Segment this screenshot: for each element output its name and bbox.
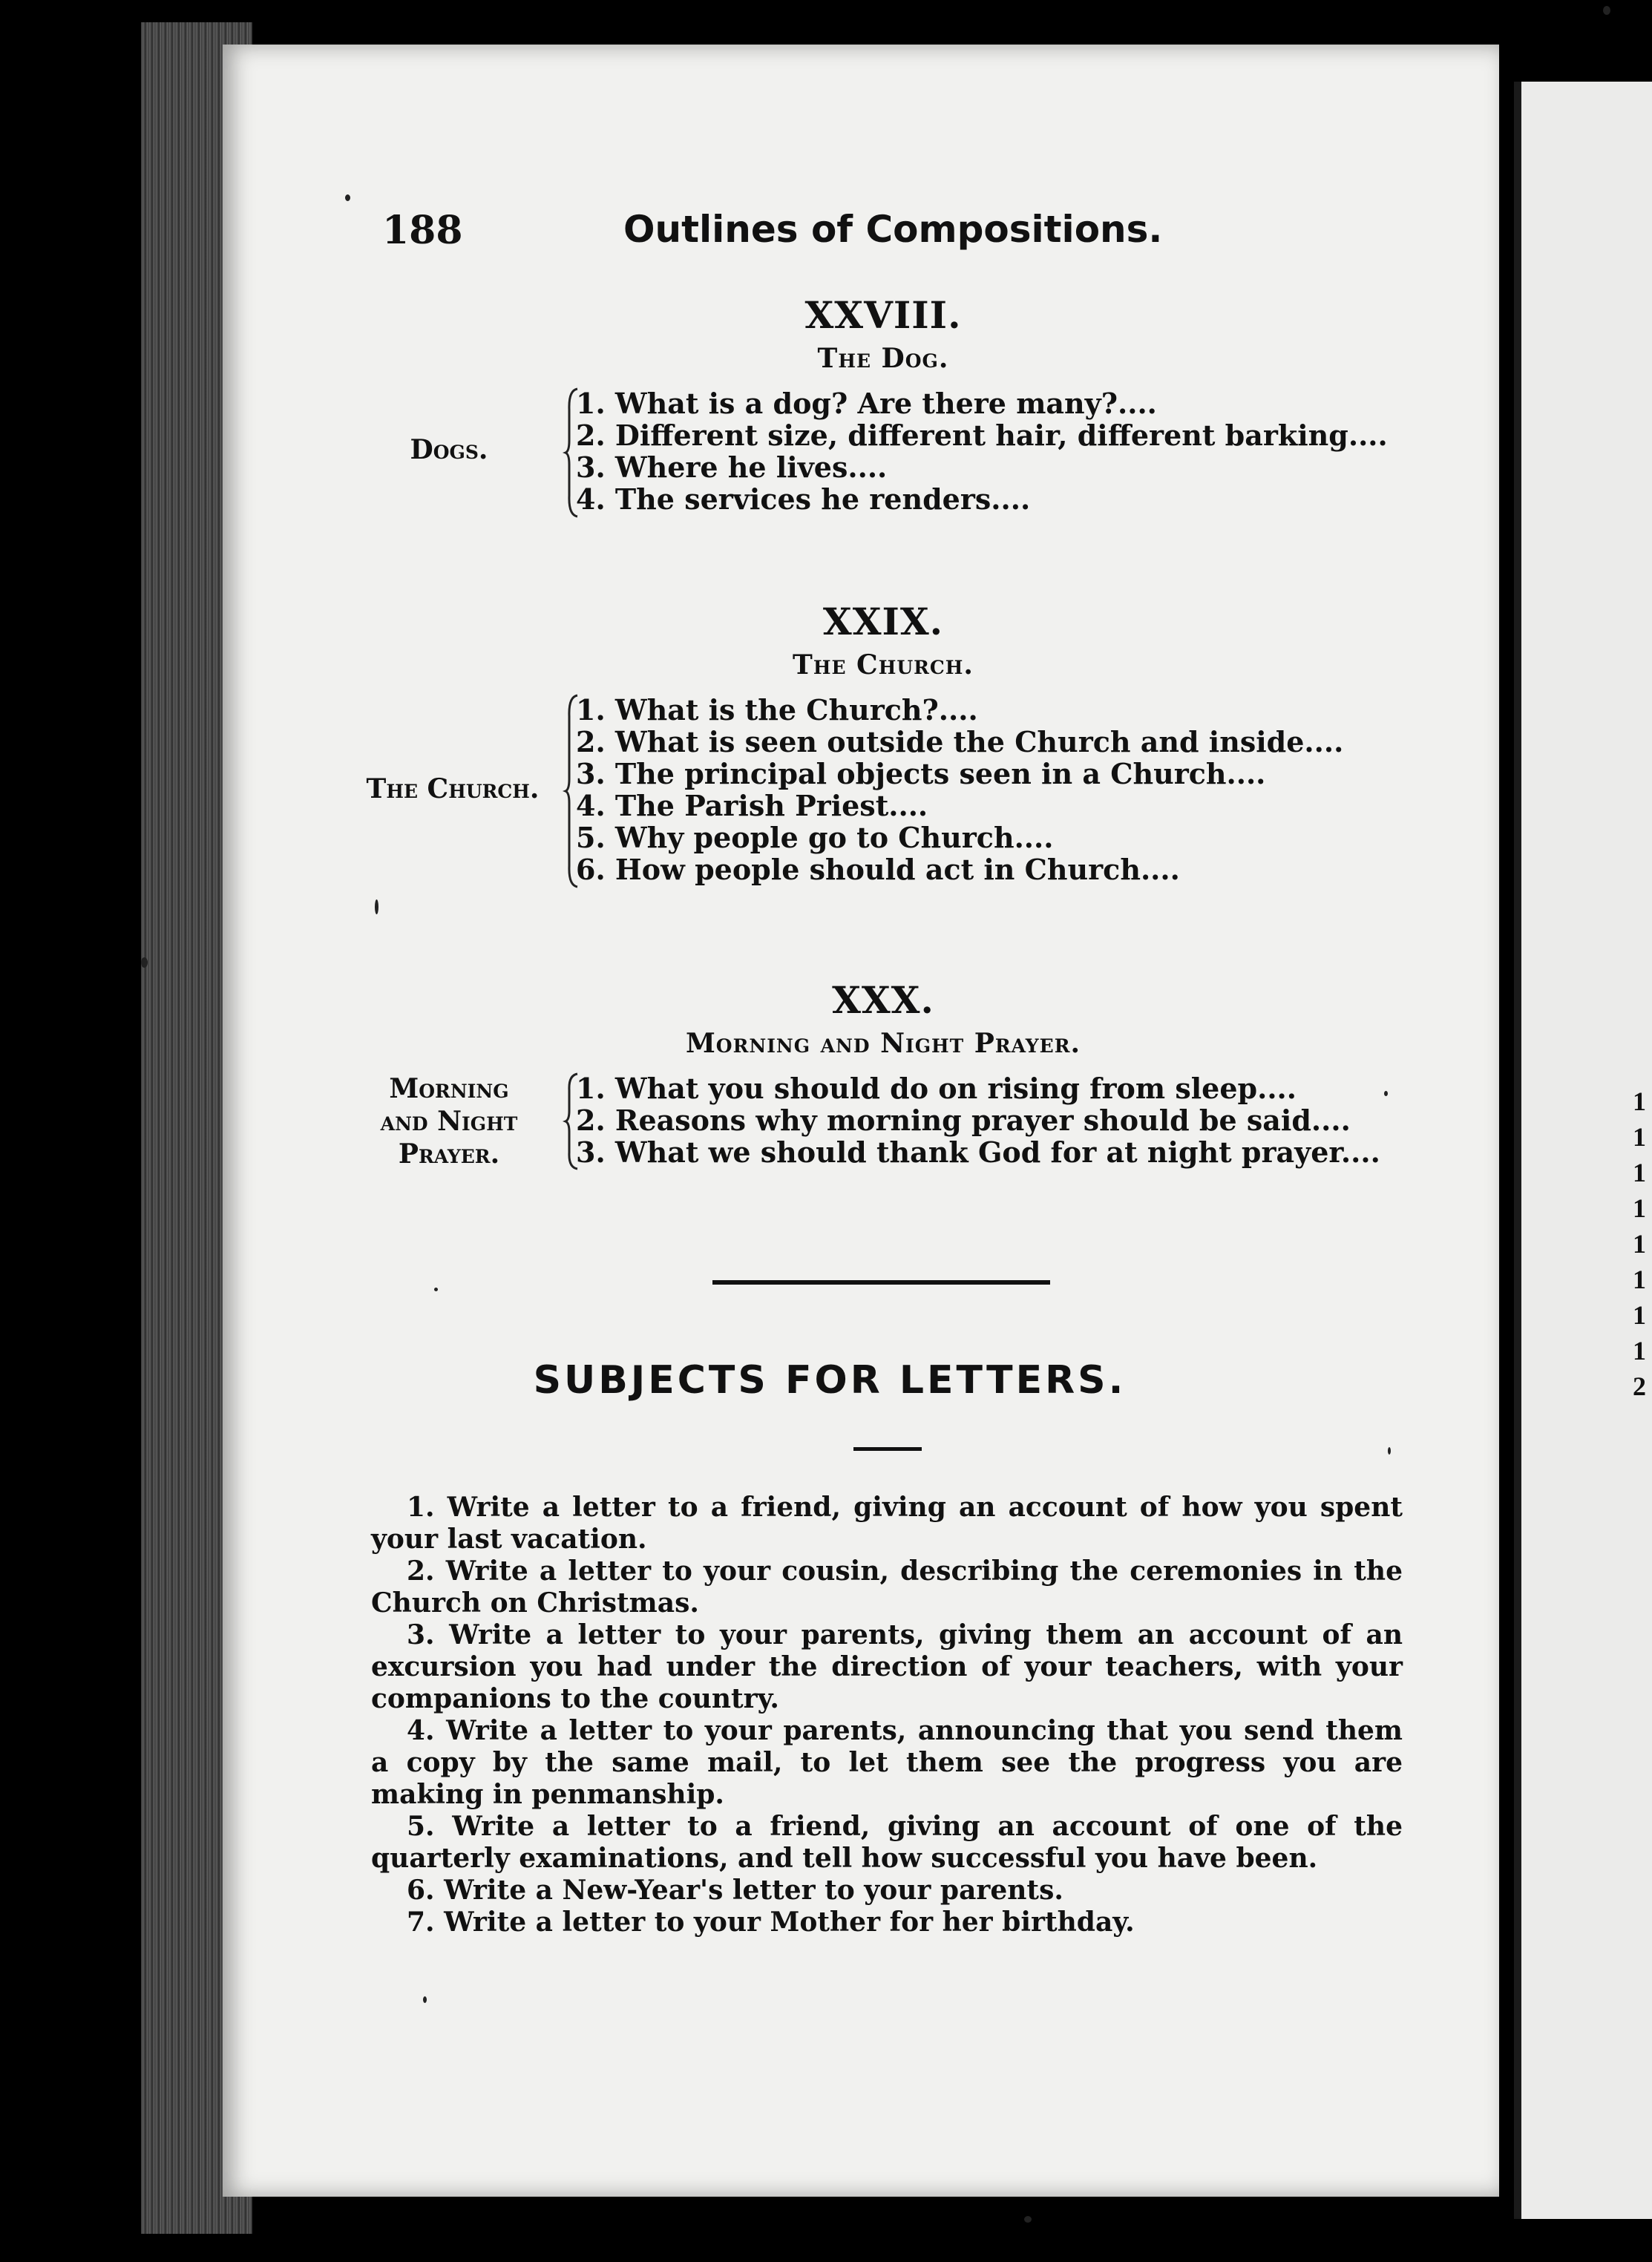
outline-block <box>356 1072 1410 1173</box>
facing-page-fragments <box>1633 1084 1645 1404</box>
outline-item: 1. What you should do on rising from sleep.... <box>576 1072 1297 1105</box>
outline-item: 3. What we should thank God for at night prayer.... <box>576 1135 1380 1169</box>
section-title: Morning and Night Prayer. <box>685 1028 1081 1059</box>
ink-speck <box>1024 2216 1032 2223</box>
facing-fragment: 1 <box>1633 1122 1646 1152</box>
outline-items <box>576 1072 1380 1168</box>
letters-heading: SUBJECTS FOR LETTERS. <box>533 1358 1127 1403</box>
section-numeral: XXVIII. <box>804 293 962 337</box>
facing-fragment: 1 <box>1633 1336 1646 1366</box>
side-label: Dogs. <box>410 434 488 465</box>
outline-item: 2. What is seen outside the Church and inside.... <box>576 725 1344 758</box>
facing-fragment: 1 <box>1633 1193 1646 1223</box>
section-title: The Dog. <box>817 343 949 374</box>
ink-speck <box>1384 1091 1388 1096</box>
outline-item: 1. What is a dog? Are there many?.... <box>576 387 1157 420</box>
heading-rule <box>853 1447 922 1451</box>
ink-speck <box>375 899 378 914</box>
letter-subject-item: 2. Write a letter to your cousin, describing the ceremonies in the Church on Christmas. <box>371 1555 1403 1619</box>
letter-subject-item: 3. Write a letter to your parents, giving them an account of an excursion you had under the direction of your teachers, with your companions to the country. <box>371 1619 1403 1714</box>
side-label-line: and Night <box>380 1106 518 1137</box>
section-numeral: XXIX. <box>822 600 944 643</box>
ink-speck <box>141 957 148 968</box>
ink-speck <box>1388 1447 1391 1455</box>
outline-section-prayer <box>356 978 1410 1173</box>
outline-item: 4. The Parish Priest.... <box>576 789 928 822</box>
outline-section-dog <box>356 293 1410 521</box>
page-number: 188 <box>382 208 463 253</box>
outline-item: 3. Where he lives.... <box>576 450 888 484</box>
outline-item: 1. What is the Church?.... <box>576 693 978 727</box>
letter-subject-item: 7. Write a letter to your Mother for her birthday. <box>407 1907 1135 1938</box>
ink-speck <box>1603 6 1610 15</box>
outline-item: 2. Different size, different hair, different barking.... <box>576 419 1388 452</box>
facing-fragment: 2 <box>1633 1371 1646 1401</box>
facing-fragment: 1 <box>1633 1086 1646 1116</box>
section-divider <box>712 1280 1050 1285</box>
outline-item: 3. The principal objects seen in a Church.... <box>576 757 1266 790</box>
outline-items <box>576 387 1388 515</box>
facing-fragment: 1 <box>1633 1300 1646 1330</box>
facing-fragment: 1 <box>1633 1229 1646 1259</box>
ink-speck <box>345 194 350 201</box>
outline-items <box>576 694 1343 885</box>
ink-speck <box>434 1288 438 1291</box>
letter-subjects <box>371 1492 1403 1938</box>
side-label-line: Prayer. <box>398 1138 500 1170</box>
running-title: Outlines of Compositions. <box>623 208 1163 251</box>
letter-subject-item: 6. Write a New-Year's letter to your parents. <box>407 1875 1063 1906</box>
side-label <box>356 1072 542 1170</box>
outline-block <box>356 694 1410 890</box>
outline-item: 6. How people should act in Church.... <box>576 853 1180 886</box>
outline-block <box>356 387 1410 521</box>
facing-page <box>1514 82 1652 2219</box>
facing-fragment: 1 <box>1633 1158 1646 1187</box>
ink-speck <box>423 1996 427 2003</box>
outline-section-church <box>356 600 1410 890</box>
outline-item: 4. The services he renders.... <box>576 482 1031 516</box>
section-title: The Church. <box>793 649 974 681</box>
section-numeral: XXX. <box>832 978 934 1022</box>
letter-subject-item: 1. Write a letter to a friend, giving an account of how you spent your last vacation. <box>371 1492 1403 1555</box>
side-label: The Church. <box>366 773 540 804</box>
letter-subject-item: 5. Write a letter to a friend, giving an account of one of the quarterly examinations, and tell how successful you have been. <box>371 1811 1403 1874</box>
outline-item: 2. Reasons why morning prayer should be said.... <box>576 1104 1351 1137</box>
outline-item: 5. Why people go to Church.... <box>576 821 1054 854</box>
letter-subject-item: 4. Write a letter to your parents, announcing that you send them a copy by the same mail, to let them see the progress you are making in penmanship. <box>371 1715 1403 1810</box>
side-label-line: Morning <box>389 1073 509 1104</box>
facing-fragment: 1 <box>1633 1265 1646 1294</box>
